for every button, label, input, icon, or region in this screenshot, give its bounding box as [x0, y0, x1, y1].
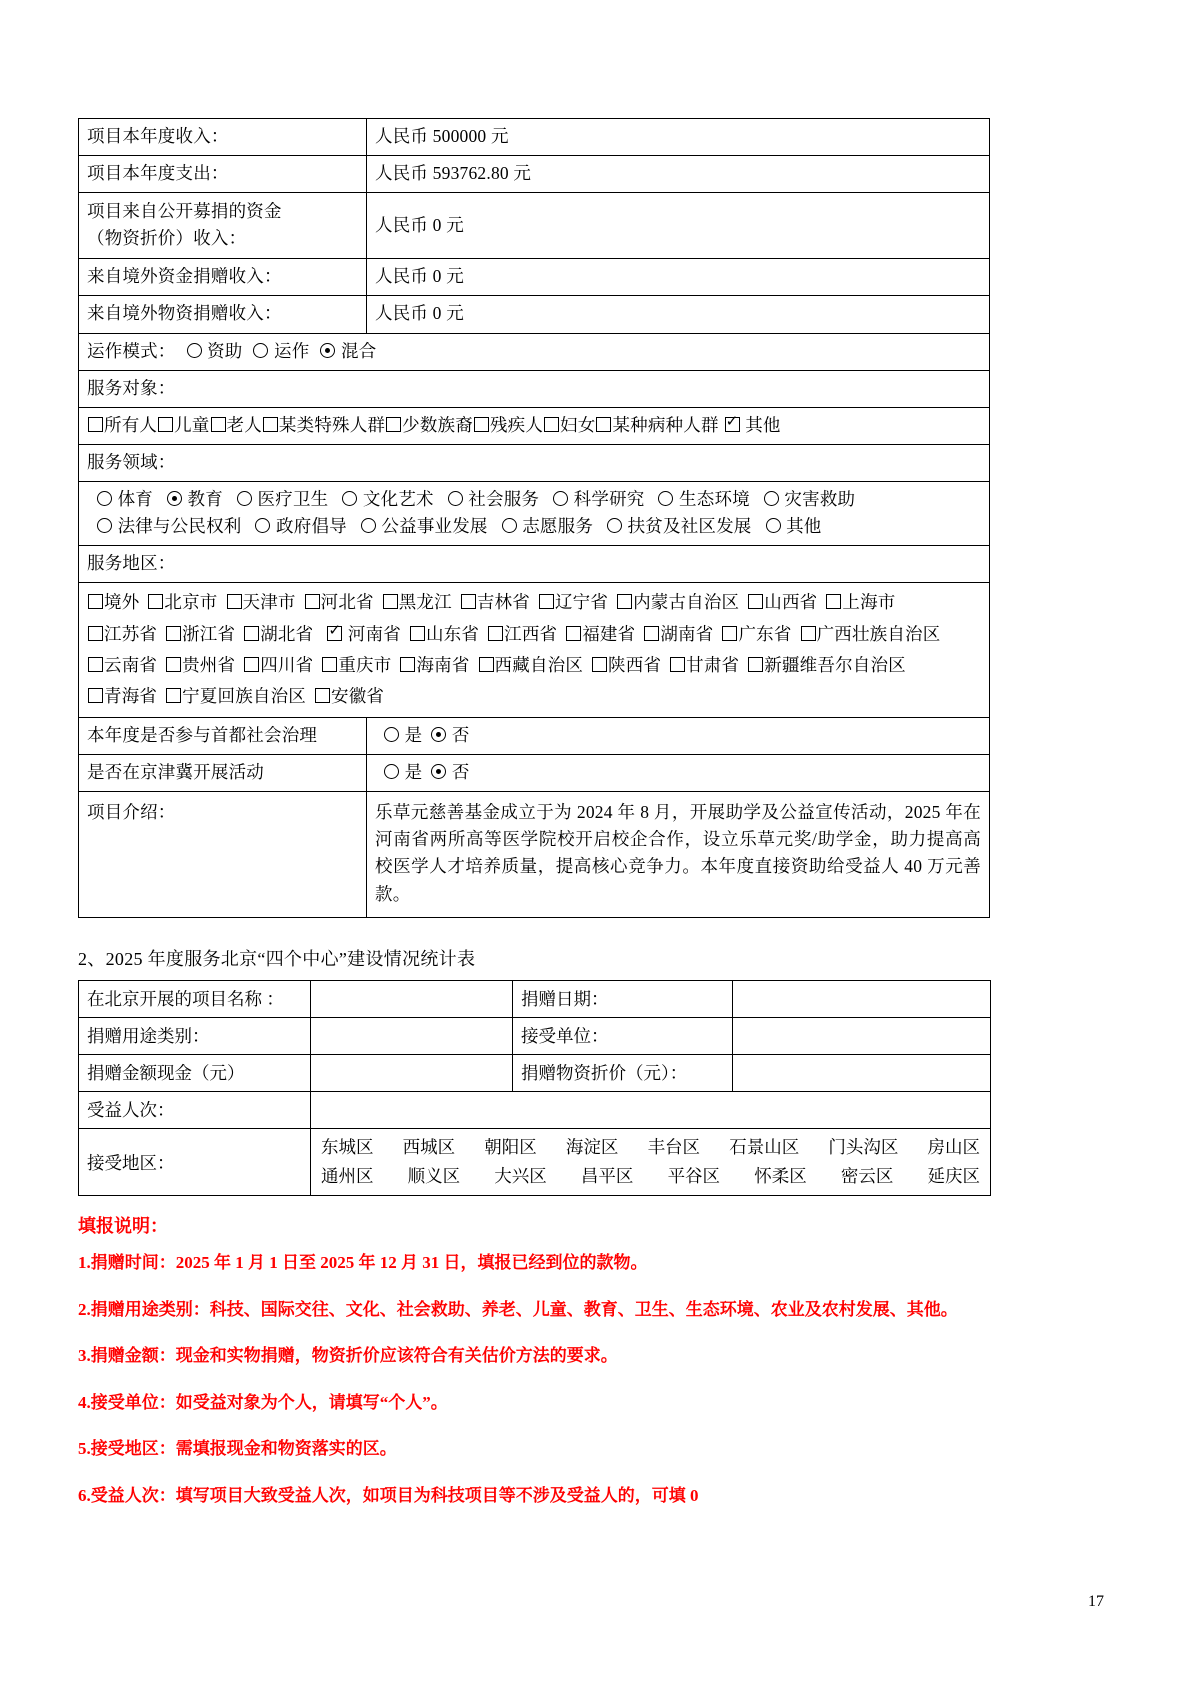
- capital-governance-options-cell: [367, 717, 990, 754]
- checkbox-option[interactable]: [591, 650, 661, 681]
- label-line-1: 项目来自公开募捐的资金: [87, 201, 282, 222]
- radio-option[interactable]: [319, 341, 376, 361]
- project-name-label: 在北京开展的项目名称 ：: [79, 980, 311, 1017]
- radio-option-label: 否: [447, 724, 470, 745]
- district-item[interactable]: 西城区: [402, 1136, 456, 1157]
- row-label-overseas-funds: 来自境外资金捐赠收入：: [79, 259, 367, 296]
- checkbox-option[interactable]: [226, 587, 296, 618]
- checkbox-option-label: 山西省: [764, 592, 818, 613]
- table-row: [79, 193, 990, 259]
- checkbox-icon[interactable]: [305, 594, 320, 609]
- checkbox-option-label: 吉林省: [476, 592, 530, 613]
- checkbox-icon[interactable]: [244, 626, 259, 641]
- checkbox-icon[interactable]: [826, 594, 841, 609]
- row-label-overseas-goods: 来自境外物资捐赠收入：: [79, 296, 367, 333]
- checkbox-option-label: 黑龙江: [398, 592, 452, 613]
- checkbox-option-label: 其他: [740, 414, 781, 435]
- checkbox-option[interactable]: [538, 587, 608, 618]
- project-name-value[interactable]: [311, 980, 513, 1017]
- checkbox-option-label: 老人: [226, 414, 262, 435]
- checkbox-checked-icon[interactable]: [327, 626, 342, 641]
- radio-icon[interactable]: [237, 491, 252, 506]
- district-item[interactable]: 大兴区: [494, 1165, 547, 1186]
- table-row-service-field-options: [79, 482, 990, 546]
- checkbox-icon[interactable]: [722, 626, 737, 641]
- radio-option[interactable]: [763, 489, 855, 509]
- note-item: 5.接受地区：需填报现金和物资落实的区。: [78, 1439, 397, 1459]
- district-item[interactable]: 丰台区: [647, 1136, 701, 1157]
- radio-icon[interactable]: [766, 518, 781, 533]
- radio-option-label: 否: [447, 762, 470, 783]
- radio-option-label: 政府倡导: [271, 516, 347, 537]
- checkbox-icon[interactable]: [88, 626, 103, 641]
- district-item[interactable]: 房山区: [927, 1136, 980, 1157]
- operation-mode-options[interactable]: [176, 341, 377, 361]
- checkbox-option-label: 广西壮族自治区: [816, 623, 941, 644]
- checkbox-icon[interactable]: [801, 626, 816, 641]
- table-row-operation-mode: [79, 333, 990, 370]
- checkbox-checked-icon[interactable]: [725, 417, 740, 432]
- radio-option-label: 扶贫及社区发展: [623, 516, 752, 537]
- checkbox-option-label: 湖北省: [260, 623, 314, 644]
- checkbox-option[interactable]: [747, 650, 906, 681]
- radio-option[interactable]: [96, 516, 241, 536]
- checkbox-option-label: 宁夏回族自治区: [182, 685, 307, 706]
- checkbox-option[interactable]: [385, 415, 473, 435]
- checkbox-option-label: 河南省: [343, 623, 402, 644]
- radio-option-label: 其他: [781, 516, 822, 537]
- radio-option[interactable]: [166, 489, 223, 509]
- checkbox-option[interactable]: [243, 619, 313, 650]
- radio-option-label: 是: [400, 724, 423, 745]
- checkbox-option[interactable]: [643, 619, 713, 650]
- checkbox-option-label: 浙江省: [182, 623, 236, 644]
- checkbox-icon[interactable]: [211, 417, 226, 432]
- checkbox-icon[interactable]: [479, 657, 494, 672]
- checkbox-option[interactable]: [87, 415, 157, 435]
- donation-purpose-label: 捐赠用途类别：: [79, 1017, 311, 1054]
- filling-instructions: [78, 1212, 1090, 1508]
- radio-option[interactable]: [254, 516, 346, 536]
- donation-purpose-value[interactable]: [311, 1017, 513, 1054]
- radio-option[interactable]: [360, 516, 488, 536]
- checkbox-option-label: 上海市: [842, 592, 896, 613]
- radio-option-label: 运作: [269, 340, 310, 361]
- radio-icon[interactable]: [255, 518, 270, 533]
- donation-goods-label: 捐赠物资折价（元）：: [513, 1054, 733, 1091]
- checkbox-option-label: 新疆维吾尔自治区: [764, 654, 906, 675]
- radio-option[interactable]: [430, 762, 469, 782]
- row-value-overseas-funds: 人民币 0 元: [367, 259, 990, 296]
- radio-option[interactable]: [383, 762, 422, 782]
- beneficiary-count-label: 受益人次：: [79, 1091, 311, 1128]
- table-row: [79, 119, 990, 156]
- radio-option[interactable]: [96, 489, 153, 509]
- checkbox-option[interactable]: [473, 415, 543, 435]
- radio-option-label: 公益事业发展: [376, 516, 488, 537]
- table-row-jingjinji: [79, 755, 990, 792]
- checkbox-option-label: 山东省: [426, 623, 480, 644]
- checkbox-option-label: 某类特殊人群: [278, 414, 386, 435]
- service-region-options-cell: [79, 583, 990, 718]
- checkbox-icon[interactable]: [544, 417, 559, 432]
- checkbox-icon[interactable]: [166, 657, 181, 672]
- district-item[interactable]: 通州区: [321, 1165, 374, 1186]
- district-item[interactable]: 延庆区: [927, 1165, 980, 1186]
- checkbox-option[interactable]: [825, 587, 895, 618]
- checkbox-option-label: 辽宁省: [554, 592, 609, 613]
- checkbox-option-label: 安徽省: [331, 685, 385, 706]
- service-field-options-cell: [79, 482, 990, 546]
- donation-cash-value[interactable]: [311, 1054, 513, 1091]
- table-row-service-field-header: [79, 444, 990, 481]
- radio-icon[interactable]: [187, 343, 202, 358]
- radio-option[interactable]: [657, 489, 749, 509]
- radio-selected-icon[interactable]: [431, 764, 446, 779]
- checkbox-option[interactable]: [165, 681, 306, 712]
- radio-icon[interactable]: [658, 491, 673, 506]
- checkbox-option-label: 广东省: [738, 623, 792, 644]
- checkbox-option[interactable]: [409, 619, 479, 650]
- service-target-label: 服务对象：: [79, 370, 990, 407]
- radio-icon[interactable]: [384, 727, 399, 742]
- checkbox-option-label: 儿童: [174, 414, 210, 435]
- checkbox-option[interactable]: [87, 619, 157, 650]
- checkbox-option[interactable]: [304, 587, 374, 618]
- radio-icon[interactable]: [253, 343, 268, 358]
- radio-selected-icon[interactable]: [431, 727, 446, 742]
- service-target-options[interactable]: [87, 415, 781, 435]
- note-item: 4.接受单位：如受益对象为个人，请填写“个人”。: [78, 1392, 448, 1412]
- radio-icon[interactable]: [448, 491, 463, 506]
- checkbox-option-label: 妇女: [560, 414, 596, 435]
- radio-icon[interactable]: [342, 491, 357, 506]
- district-item[interactable]: 石景山区: [729, 1136, 800, 1157]
- district-item[interactable]: 昌平区: [580, 1165, 634, 1186]
- radio-option-label: 科学研究: [569, 489, 645, 509]
- checkbox-option[interactable]: [243, 650, 313, 681]
- checkbox-option[interactable]: [747, 587, 817, 618]
- radio-icon[interactable]: [361, 518, 376, 533]
- project-summary-table: [78, 118, 990, 918]
- checkbox-option[interactable]: [487, 619, 557, 650]
- table-row-service-target-options: [79, 407, 990, 444]
- checkbox-option[interactable]: [165, 619, 235, 650]
- radio-option-label: 社会服务: [463, 489, 540, 509]
- district-item[interactable]: 海淀区: [565, 1136, 619, 1157]
- checkbox-option-label: 内蒙古自治区: [633, 592, 740, 613]
- district-item[interactable]: 门头沟区: [828, 1136, 899, 1157]
- project-intro-text: 乐草元慈善基金成立于为 2024 年 8 月，开展助学及公益宣传活动，2025 年在河南省两所高等医学院校开启校企合作，设立乐草元奖/助学金，助力提高高校医学人才培养质量，提高核心竞争力。本年度直接资助给受益人 40 万元善款。: [367, 792, 990, 918]
- checkbox-option[interactable]: [87, 650, 157, 681]
- label-line-2: （物资折价）收入：: [87, 228, 247, 249]
- row-label-income: 项目本年度收入：: [79, 119, 367, 156]
- checkbox-icon[interactable]: [322, 657, 337, 672]
- checkbox-icon[interactable]: [315, 688, 330, 703]
- row-value-public-fundraising: 人民币 0 元: [367, 193, 990, 259]
- checkbox-icon[interactable]: [244, 657, 259, 672]
- radio-option[interactable]: [552, 489, 644, 509]
- radio-option-label: 文化艺术: [358, 489, 434, 509]
- radio-option-label: 生态环境: [674, 489, 750, 509]
- checkbox-icon[interactable]: [88, 417, 103, 432]
- checkbox-icon[interactable]: [263, 417, 278, 432]
- radio-option-label: 体育: [113, 489, 153, 509]
- table-row-project-intro: [79, 792, 990, 918]
- table-row-capital-governance: [79, 717, 990, 754]
- checkbox-icon[interactable]: [383, 594, 398, 609]
- radio-icon[interactable]: [384, 764, 399, 779]
- table-row-service-target-header: [79, 370, 990, 407]
- capital-governance-label: 本年度是否参与首都社会治理: [79, 717, 367, 754]
- checkbox-option-label: 某种病种人群: [612, 414, 719, 435]
- radio-option[interactable]: [765, 516, 822, 536]
- radio-option-label: 混合: [336, 340, 377, 361]
- checkbox-icon[interactable]: [88, 657, 103, 672]
- checkbox-icon[interactable]: [748, 594, 763, 609]
- radio-option[interactable]: [252, 341, 309, 361]
- checkbox-icon[interactable]: [596, 417, 611, 432]
- checkbox-icon[interactable]: [592, 657, 607, 672]
- checkbox-icon[interactable]: [539, 594, 554, 609]
- recipient-region-cell: [311, 1128, 991, 1196]
- checkbox-option-label: 福建省: [582, 623, 636, 644]
- radio-icon[interactable]: [97, 518, 112, 533]
- service-field-label: 服务领域：: [79, 444, 990, 481]
- radio-option[interactable]: [341, 489, 433, 509]
- checkbox-icon[interactable]: [617, 594, 632, 609]
- radio-icon[interactable]: [502, 518, 517, 533]
- checkbox-option[interactable]: [460, 587, 530, 618]
- checkbox-icon[interactable]: [88, 594, 103, 609]
- radio-option-label: 医疗卫生: [252, 489, 329, 509]
- donation-date-label: 捐赠日期：: [513, 980, 733, 1017]
- checkbox-option[interactable]: [595, 415, 718, 435]
- operation-mode-cell: [79, 333, 990, 370]
- radio-icon[interactable]: [607, 518, 622, 533]
- checkbox-icon[interactable]: [410, 626, 425, 641]
- checkbox-option-label: 西藏自治区: [494, 654, 584, 675]
- recipient-unit-value[interactable]: [733, 1017, 991, 1054]
- checkbox-option[interactable]: [314, 681, 384, 712]
- row-value-income: 人民币 500000 元: [367, 119, 990, 156]
- checkbox-icon[interactable]: [158, 417, 173, 432]
- district-item[interactable]: 东城区: [321, 1136, 374, 1157]
- jingjinji-options[interactable]: [375, 762, 470, 782]
- radio-option[interactable]: [606, 516, 751, 536]
- donation-cash-label: 捐赠金额现金（元）: [79, 1054, 311, 1091]
- checkbox-option-label: 河北省: [320, 592, 374, 613]
- radio-option[interactable]: [236, 489, 328, 509]
- checkbox-icon[interactable]: [644, 626, 659, 641]
- checkbox-option[interactable]: [87, 681, 157, 712]
- table-row-recipient-regions: [79, 1128, 991, 1196]
- checkbox-option-label: 贵州省: [182, 654, 236, 675]
- radio-option-label: 法律与公民权利: [113, 516, 242, 537]
- checkbox-icon[interactable]: [166, 688, 181, 703]
- recipient-unit-label: 接受单位：: [513, 1017, 733, 1054]
- checkbox-option[interactable]: [87, 587, 139, 618]
- checkbox-option-label: 少数族裔: [402, 414, 473, 435]
- radio-option-label: 灾害救助: [779, 489, 856, 509]
- checkbox-option[interactable]: [721, 619, 791, 650]
- table-row-service-region-header: [79, 546, 990, 583]
- checkbox-option-label: 四川省: [260, 654, 314, 675]
- radio-icon[interactable]: [97, 491, 112, 506]
- district-item[interactable]: 怀柔区: [754, 1165, 807, 1186]
- checkbox-option[interactable]: [147, 587, 217, 618]
- checkbox-option[interactable]: [800, 619, 941, 650]
- checkbox-option[interactable]: [616, 587, 739, 618]
- checkbox-option[interactable]: [478, 650, 584, 681]
- radio-icon[interactable]: [764, 491, 779, 506]
- recipient-region-label: 接受地区：: [79, 1128, 311, 1196]
- checkbox-option[interactable]: [719, 415, 781, 435]
- capital-governance-options[interactable]: [375, 725, 470, 745]
- radio-icon[interactable]: [553, 491, 568, 506]
- note-item: 1.捐赠时间：2025 年 1 月 1 日至 2025 年 12 月 31 日，填报已经到位的款物。: [78, 1253, 648, 1273]
- checkbox-option-label: 残疾人: [489, 414, 544, 435]
- radio-option[interactable]: [447, 489, 539, 509]
- row-label-expense: 项目本年度支出：: [79, 156, 367, 193]
- checkbox-icon[interactable]: [566, 626, 581, 641]
- checkbox-option[interactable]: [157, 415, 209, 435]
- radio-option[interactable]: [430, 725, 469, 745]
- donation-goods-value[interactable]: [733, 1054, 991, 1091]
- checkbox-option[interactable]: [321, 650, 391, 681]
- district-item[interactable]: 密云区: [840, 1165, 894, 1186]
- radio-selected-icon[interactable]: [167, 491, 182, 506]
- service-region-options[interactable]: [87, 587, 981, 712]
- checkbox-icon[interactable]: [474, 417, 489, 432]
- checkbox-option-label: 所有人: [104, 414, 158, 435]
- checkbox-icon[interactable]: [166, 626, 181, 641]
- district-item[interactable]: 顺义区: [407, 1165, 461, 1186]
- service-region-label: 服务地区：: [79, 546, 990, 583]
- district-item[interactable]: 朝阳区: [484, 1136, 537, 1157]
- checkbox-icon[interactable]: [670, 657, 685, 672]
- operation-mode-label: 运作模式：: [87, 340, 176, 361]
- radio-option[interactable]: [186, 341, 243, 361]
- row-label-public-fundraising: [79, 193, 367, 259]
- checkbox-option-label: 陕西省: [608, 654, 662, 675]
- district-line-1[interactable]: [321, 1133, 980, 1162]
- checkbox-icon[interactable]: [148, 594, 163, 609]
- table-row: [79, 1091, 991, 1128]
- table-row: [79, 296, 990, 333]
- checkbox-icon[interactable]: [400, 657, 415, 672]
- checkbox-option[interactable]: [262, 415, 385, 435]
- checkbox-option-label: 海南省: [416, 654, 470, 675]
- checkbox-option-label: 甘肃省: [686, 654, 740, 675]
- jingjinji-label: 是否在京津冀开展活动: [79, 755, 367, 792]
- row-value-expense: 人民币 593762.80 元: [367, 156, 990, 193]
- checkbox-option[interactable]: [669, 650, 739, 681]
- district-line-2[interactable]: [321, 1162, 980, 1191]
- checkbox-option[interactable]: [565, 619, 635, 650]
- beijing-four-centers-table: [78, 980, 991, 1197]
- table-row: [79, 1017, 991, 1054]
- note-item: 3.捐赠金额：现金和实物捐赠，物资折价应该符合有关估价方法的要求。: [78, 1346, 618, 1366]
- checkbox-option-label: 天津市: [242, 592, 296, 613]
- checkbox-icon[interactable]: [386, 417, 401, 432]
- radio-option-label: 教育: [182, 489, 223, 509]
- beneficiary-count-value[interactable]: [311, 1091, 991, 1128]
- checkbox-icon[interactable]: [227, 594, 242, 609]
- checkbox-option-label: 境外: [104, 592, 140, 613]
- table-row: [79, 980, 991, 1017]
- radio-option-label: 资助: [202, 340, 243, 361]
- checkbox-icon[interactable]: [461, 594, 476, 609]
- service-field-options[interactable]: [87, 489, 859, 536]
- table-row: [79, 156, 990, 193]
- radio-option[interactable]: [383, 725, 422, 745]
- radio-option-label: 是: [400, 762, 423, 783]
- checkbox-option[interactable]: [210, 415, 262, 435]
- checkbox-icon[interactable]: [748, 657, 763, 672]
- checkbox-option-label: 江苏省: [104, 623, 158, 644]
- checkbox-option[interactable]: [382, 587, 452, 618]
- radio-option[interactable]: [501, 516, 593, 536]
- checkbox-option-label: 湖南省: [660, 623, 714, 644]
- table-row: [79, 1054, 991, 1091]
- note-item: 6.受益人次：填写项目大致受益人次，如项目为科技项目等不涉及受益人的，可填 0: [78, 1485, 699, 1505]
- checkbox-icon[interactable]: [88, 688, 103, 703]
- note-item: 2.捐赠用途类别：科技、国际交往、文化、社会救助、养老、儿童、教育、卫生、生态环境、农业及农村发展、其他。: [78, 1299, 958, 1319]
- section2-title: 2、2025 年度服务北京“四个中心”建设情况统计表: [78, 948, 476, 969]
- radio-option-label: 志愿服务: [517, 516, 594, 537]
- checkbox-option[interactable]: [399, 650, 469, 681]
- checkbox-icon[interactable]: [488, 626, 503, 641]
- district-item[interactable]: 平谷区: [667, 1165, 721, 1186]
- service-target-options-cell: [79, 407, 990, 444]
- checkbox-option-label: 重庆市: [338, 654, 392, 675]
- table-row-service-region-options: [79, 583, 990, 718]
- checkbox-option-label: 江西省: [504, 623, 558, 644]
- project-intro-label: 项目介绍：: [79, 792, 367, 918]
- filling-instructions-title: 填报说明：: [78, 1216, 168, 1237]
- jingjinji-options-cell: [367, 755, 990, 792]
- donation-date-value[interactable]: [733, 980, 991, 1017]
- checkbox-option[interactable]: [321, 619, 401, 650]
- radio-selected-icon[interactable]: [320, 343, 335, 358]
- checkbox-option-label: 北京市: [164, 592, 218, 613]
- checkbox-option[interactable]: [543, 415, 595, 435]
- row-value-overseas-goods: 人民币 0 元: [367, 296, 990, 333]
- table-row: [79, 259, 990, 296]
- checkbox-option-label: 青海省: [104, 685, 158, 706]
- checkbox-option-label: 云南省: [104, 654, 158, 675]
- page-number: 17: [1088, 1593, 1104, 1610]
- checkbox-option[interactable]: [165, 650, 235, 681]
